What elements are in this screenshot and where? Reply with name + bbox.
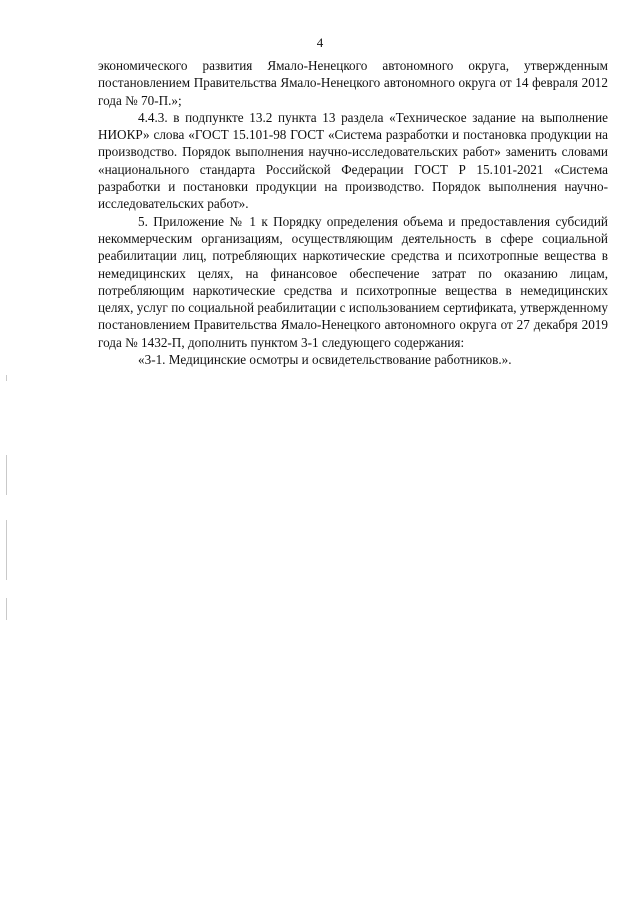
paragraph-item-5: 5. Приложение № 1 к Порядку определения объема и предоставления субсидий некоммерческим организациям, осуществляющим деятельность в сфере социальной реабилитации лиц, потребляющих наркотические средства и психотропные вещества в немедицинских целях, на финансовое обеспечение затрат по оказанию лицам, потребляющим наркотические средства и психотропные вещества в немедицинских целях, услуг по социальной реабилитации с использованием сертификата, утвержденному постановлением Правительства Ямало-Ненецкого автономного округа от 27 декабря 2019 года № 1432-П, дополнить пунктом 3-1 следующего содержания: [98, 213, 608, 350]
paragraph-item-4-4-3: 4.4.3. в подпункте 13.2 пункта 13 раздела «Техническое задание на выполнение НИОКР» слова «ГОСТ 15.101-98 ГОСТ «Система разработки и постановка продукции на производство. Порядок выполнения научно-исследовательских работ» заменить словами «национального стандарта Российской Федерации ГОСТ Р 15.101-2021 «Система разработки и постановки продукции на производство. Порядок выполнения научно-исследовательских работ». [98, 109, 608, 212]
scan-margin-mark [6, 598, 7, 620]
document-body [98, 57, 608, 368]
paragraph-continuation: экономического развития Ямало-Ненецкого автономного округа, утвержденным постановлением Правительства Ямало-Ненецкого автономного округа от 14 февраля 2012 года № 70-П.»; [98, 58, 608, 108]
page-number: 4 [316, 35, 324, 50]
scan-margin-mark [6, 455, 7, 495]
paragraph-item-3-1-quote: «3-1. Медицинские осмотры и освидетельствование работников.». [138, 352, 512, 368]
scan-margin-mark [6, 520, 7, 580]
scan-margin-mark [6, 375, 7, 381]
